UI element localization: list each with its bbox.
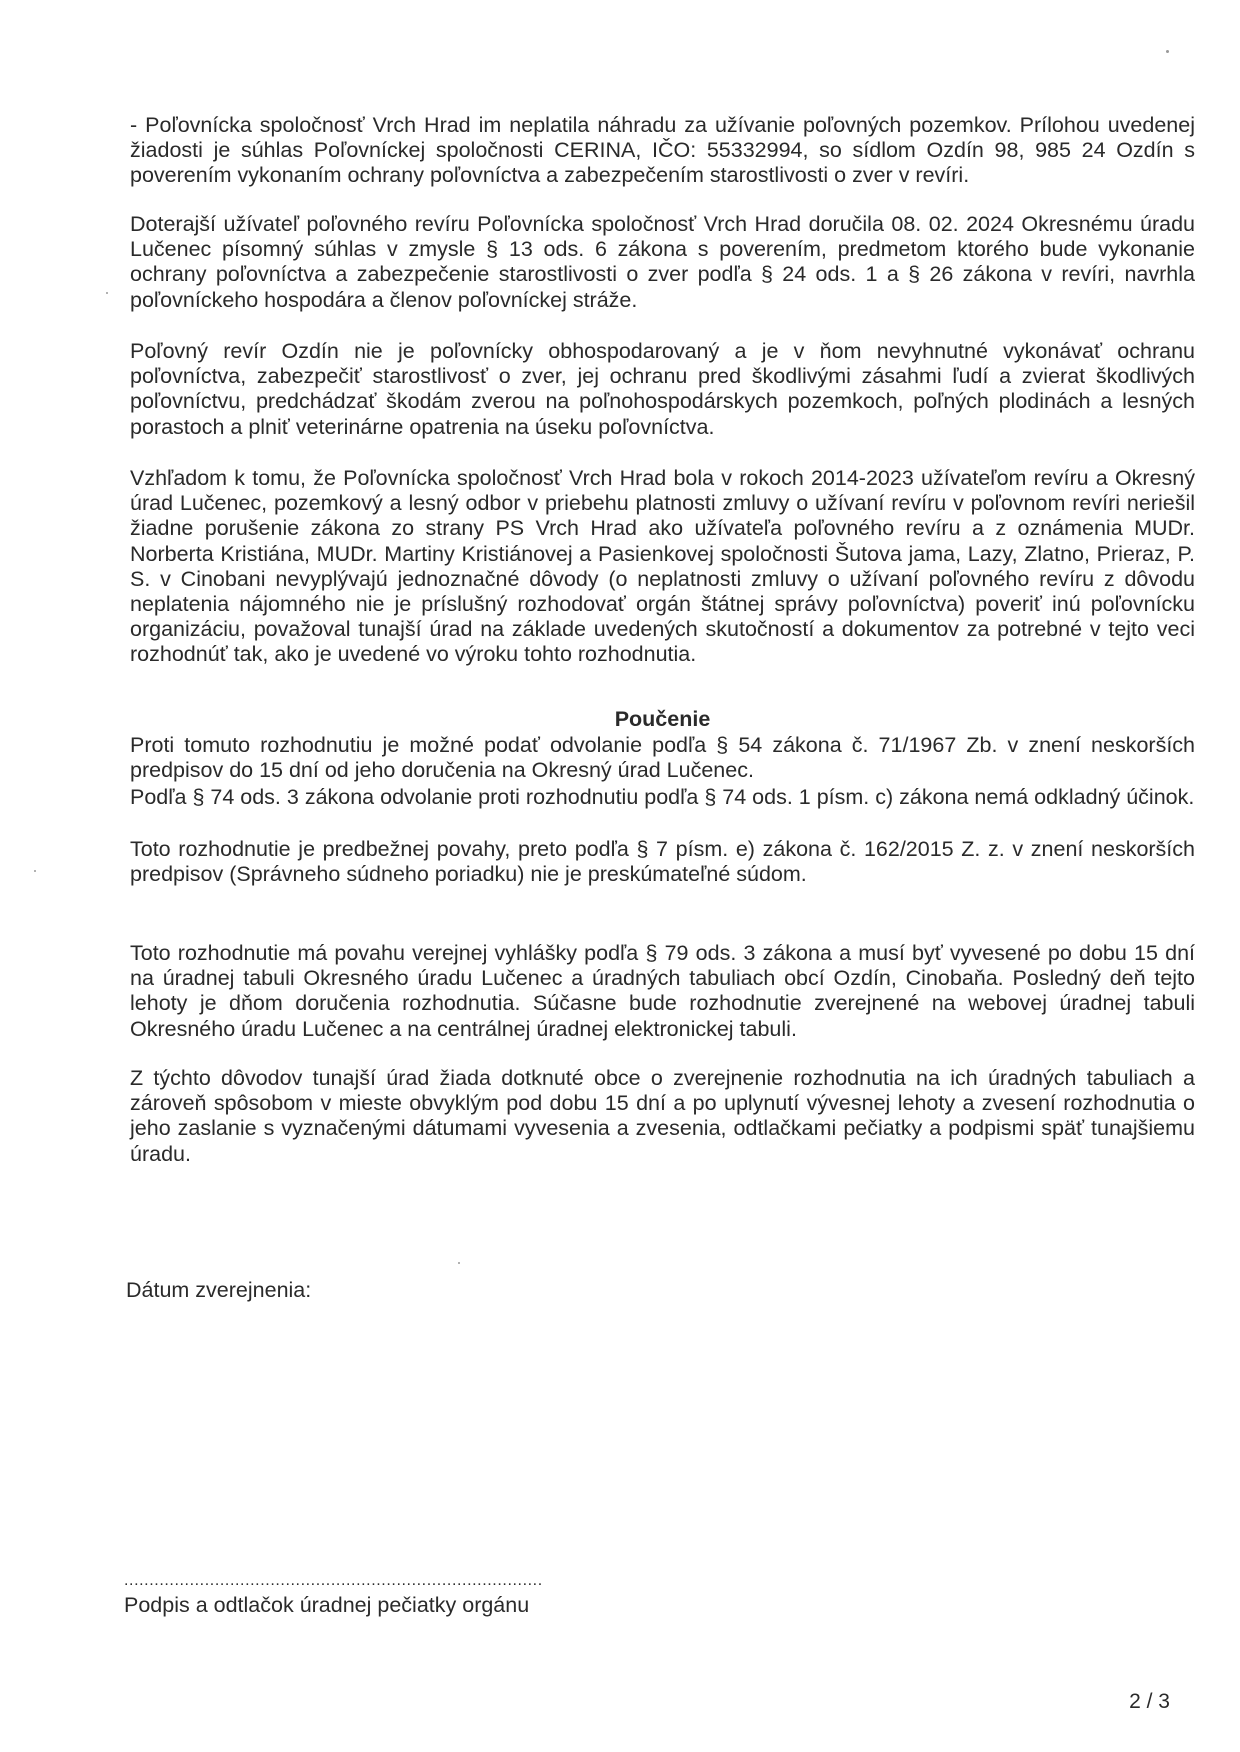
scan-speck (458, 1262, 460, 1264)
publication-paragraph-1: Toto rozhodnutie má povahu verejnej vyhlášky podľa § 79 ods. 3 zákona a musí byť vyvesené po dobu 15 dní na úradnej tabuli Okresného úradu Lučenec a úradných tabuliach obcí Ozdín, Cinobaňa. Posledný deň tejto lehoty je dňom doručenia rozhodnutia. Súčasne bude rozhodnutie zverejnené na webovej úradnej tabuli Okresného úradu Lučenec a na centrálnej úradnej elektronickej tabuli. (130, 941, 1195, 1041)
signature-label: Podpis a odtlačok úradnej pečiatky orgánu (124, 1593, 530, 1617)
paragraph-1: - Poľovnícka spoločnosť Vrch Hrad im neplatila náhradu za užívanie poľovných pozemkov. Prílohou uvedenej žiadosti je súhlas Poľovníckej spoločnosti CERINA, IČO: 55332994, so sídlom Ozdín 98, 985 24 Ozdín s poverením vykonaním ochrany poľovníctva a zabezpečením starostlivosti o zver v revíri. (130, 113, 1195, 188)
poucenie-heading: Poučenie (614, 707, 711, 731)
scan-speck (1166, 50, 1169, 53)
poucenie-paragraph-3: Toto rozhodnutie je predbežnej povahy, preto podľa § 7 písm. e) zákona č. 162/2015 Z. z. v znení neskorších predpisov (Správneho súdneho poriadku) nie je preskúmateľné súdom. (130, 837, 1195, 887)
scan-speck (106, 292, 108, 294)
paragraph-3: Poľovný revír Ozdín nie je poľovnícky obhospodarovaný a je v ňom nevyhnutné vykonávať ochranu poľovníctva, zabezpečiť starostlivosť o zver, jej ochranu pred škodlivými zásahmi ľudí a zvierat škodlivých poľovníctvu, predchádzať škodám zverou na poľnohospodárskych pozemkoch, poľných plodinách a lesných porastoch a plniť veterinárne opatrenia na úseku poľovníctva. (130, 339, 1195, 439)
paragraph-4: Vzhľadom k tomu, že Poľovnícka spoločnosť Vrch Hrad bola v rokoch 2014-2023 užívateľom revíru a Okresný úrad Lučenec, pozemkový a lesný odbor v priebehu platnosti zmluvy o užívaní revíru v poľovnom revíri neriešil žiadne porušenie zákona zo strany PS Vrch Hrad ako užívateľa poľovného revíru a z oznámenia MUDr. Norberta Kristiána, MUDr. Martiny Kristiánovej a Pasienkovej spoločnosti Šutova jama, Lazy, Zlatno, Prieraz, P. S. v Cinobani nevyplývajú jednoznačné dôvody (o neplatnosti zmluvy o užívaní poľovného revíru z dôvodu neplatenia nájomného nie je príslušný rozhodovať orgán štátnej správy poľovníctva) poveriť inú poľovnícku organizáciu, považoval tunajší úrad na základe uvedených skutočností a dokumentov za potrebné v tejto veci rozhodnúť tak, ako je uvedené vo výroku tohto rozhodnutia. (130, 466, 1195, 667)
date-label: Dátum zverejnenia: (126, 1278, 312, 1302)
paragraph-2: Doterajší užívateľ poľovného revíru Poľovnícka spoločnosť Vrch Hrad doručila 08. 02. 2024 Okresnému úradu Lučenec písomný súhlas v zmysle § 13 ods. 6 zákona s poverením, predmetom ktorého bude vykonanie ochrany poľovníctva a zabezpečenie starostlivosti o zver podľa § 24 ods. 1 a § 26 zákona v revíri, navrhla poľovníckeho hospodára a členov poľovníckej stráže. (130, 212, 1195, 312)
publication-paragraph-2: Z týchto dôvodov tunajší úrad žiada dotknuté obce o zverejnenie rozhodnutia na ich úradných tabuliach a zároveň spôsobom v mieste obvyklým pod dobu 15 dní a po uplynutí vývesnej lehoty a zvesení rozhodnutia o jeho zaslanie s vyznačenými dátumami vyvesenia a zvesenia, odtlačkami pečiatky a podpismi späť tunajšiemu úradu. (130, 1066, 1195, 1166)
signature-line: ................................................................................... (124, 1572, 543, 1589)
scan-speck (34, 870, 36, 872)
poucenie-paragraph-2: Podľa § 74 ods. 3 zákona odvolanie proti rozhodnutiu podľa § 74 ods. 1 písm. c) zákona nemá odkladný účinok. (130, 785, 1195, 809)
poucenie-paragraph-1: Proti tomuto rozhodnutiu je možné podať odvolanie podľa § 54 zákona č. 71/1967 Zb. v znení neskorších predpisov do 15 dní od jeho doručenia na Okresný úrad Lučenec. (130, 733, 1195, 783)
page-number: 2 / 3 (1129, 1690, 1170, 1713)
